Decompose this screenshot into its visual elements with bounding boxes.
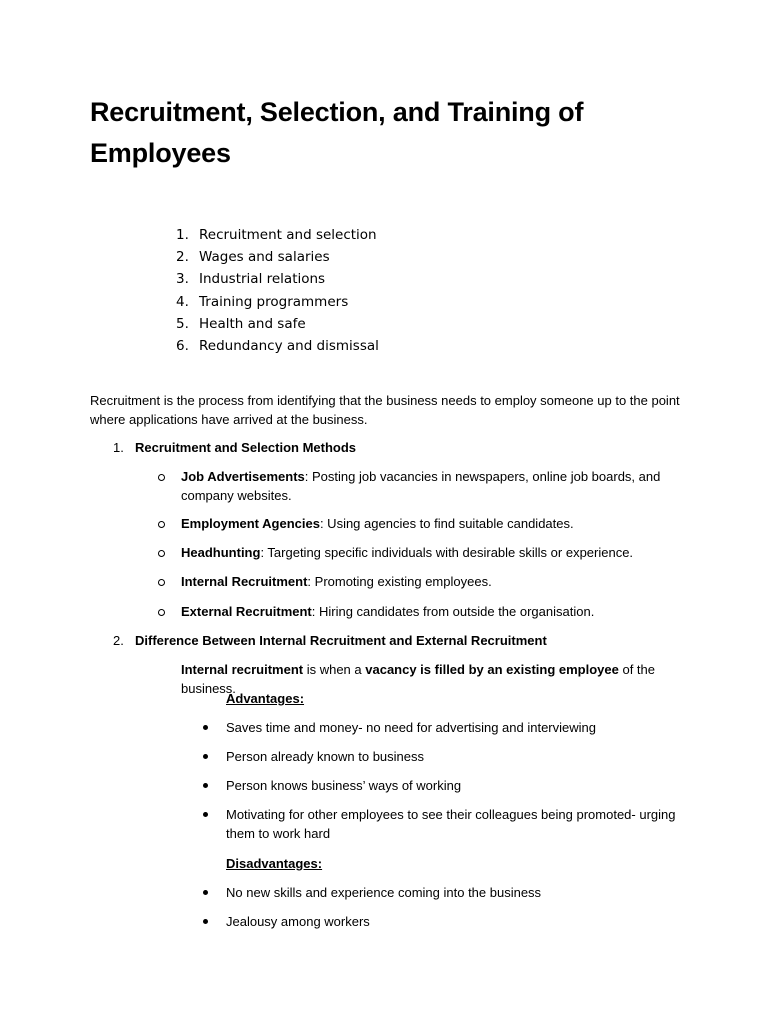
list-item: Person already known to business [226, 749, 425, 764]
list-number: 6. [176, 337, 189, 354]
item-term: Employment Agencies [181, 516, 320, 531]
list-text: Redundancy and dismissal [199, 337, 379, 354]
definition-text: of the business. [181, 662, 655, 696]
bullet-icon [203, 890, 208, 895]
definition-emphasis: vacancy is filled by an existing employee [365, 662, 619, 677]
circle-bullet-icon [158, 609, 165, 616]
list-item [181, 514, 661, 533]
bullet-icon [203, 919, 208, 924]
list-text: Wages and salaries [199, 249, 330, 266]
section-number: 2. [113, 633, 124, 648]
circle-bullet-icon [158, 579, 165, 586]
intro-paragraph: Recruitment is the process from identifying that the business needs to employ someone up to the point where applications have arrived at the business. [90, 393, 680, 427]
list-text: Industrial relations [199, 271, 326, 288]
list-item: No new skills and experience coming into the business [226, 885, 542, 900]
section-heading: Recruitment and Selection Methods [135, 440, 357, 455]
item-description: : Targeting specific individuals with desirable skills or experience. [260, 545, 634, 560]
definition-term: Internal recruitment [181, 662, 304, 677]
list-text: Recruitment and selection [199, 227, 377, 243]
list-item: Person knows business’ ways of working [226, 778, 462, 793]
item-description: : Promoting existing employees. [307, 574, 492, 589]
bullet-icon [203, 725, 208, 730]
item-description: : Posting job vacancies in newspapers, online job boards, and company websites. [181, 469, 661, 503]
list-item: Jealousy among workers [226, 914, 370, 929]
list-item: Saves time and money- no need for advertising and interviewing [226, 720, 596, 735]
list-item [181, 543, 661, 562]
list-item [176, 247, 379, 269]
list-text: Health and safe [199, 315, 306, 332]
list-number: 1. [176, 227, 189, 243]
advantages-heading: Advantages: [226, 691, 305, 706]
circle-bullet-icon [158, 550, 165, 557]
list-item [176, 314, 379, 336]
list-item: Motivating for other employees to see their colleagues being promoted- urging them to work hard [226, 807, 676, 841]
list-item [176, 269, 379, 291]
definition-text: is when a [303, 662, 366, 677]
list-text: Training programmers [199, 293, 349, 310]
section-heading: Difference Between Internal Recruitment and External Recruitment [135, 633, 547, 648]
bullet-icon [203, 783, 208, 788]
item-term: Internal Recruitment [181, 574, 308, 589]
bullet-icon [203, 812, 208, 817]
item-description: : Using agencies to find suitable candidates. [319, 516, 574, 531]
item-term: Job Advertisements [181, 469, 305, 484]
page-title: Recruitment, Selection, and Training of Employees [90, 97, 584, 168]
topic-list [176, 225, 379, 358]
list-number: 4. [176, 293, 189, 310]
list-item [181, 467, 661, 505]
list-item [176, 292, 379, 314]
circle-bullet-icon [158, 521, 165, 528]
bullet-icon [203, 754, 208, 759]
list-number: 2. [176, 249, 189, 266]
circle-bullet-icon [158, 474, 165, 481]
list-number: 3. [176, 271, 189, 288]
list-item [176, 225, 379, 247]
section-number: 1. [113, 440, 124, 455]
list-item [181, 602, 661, 621]
item-description: : Hiring candidates from outside the organisation. [311, 604, 595, 619]
list-item [176, 336, 379, 358]
item-term: External Recruitment [181, 604, 312, 619]
item-term: Headhunting [181, 545, 261, 560]
list-number: 5. [176, 315, 189, 332]
disadvantages-heading: Disadvantages: [226, 856, 323, 871]
list-item [181, 572, 661, 591]
